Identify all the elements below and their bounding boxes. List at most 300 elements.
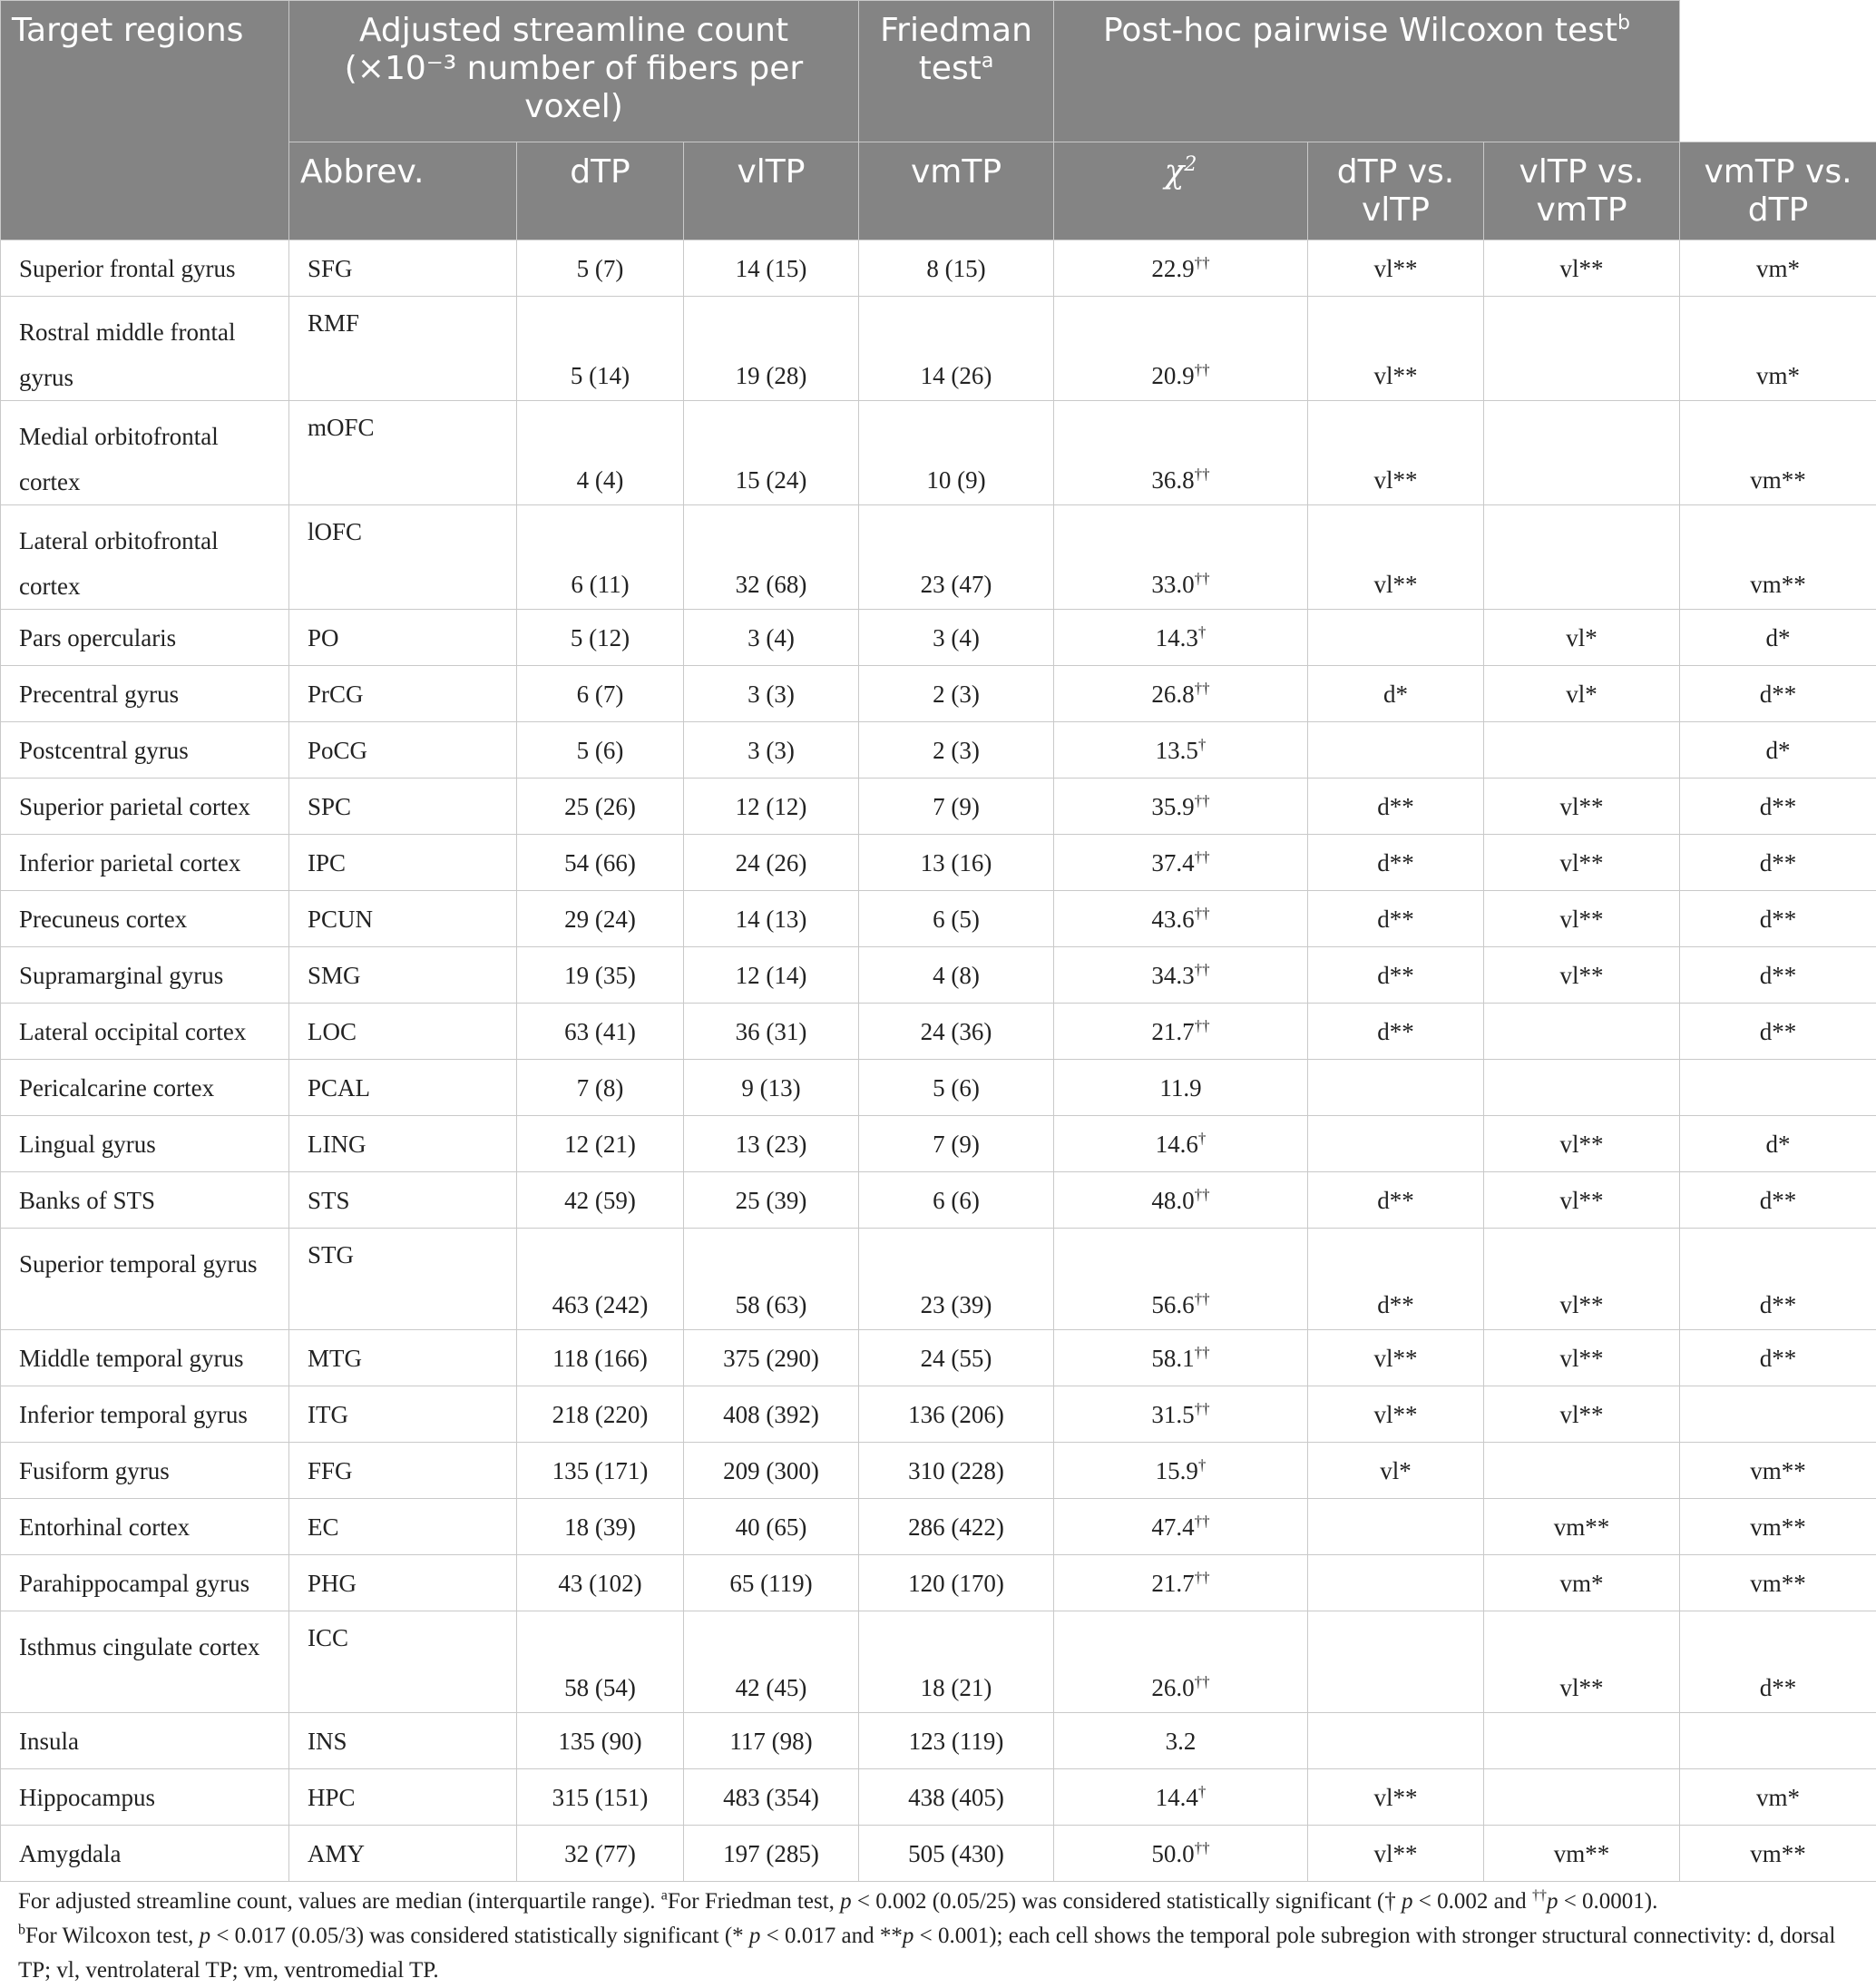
vmtp-vs-dtp-cell: d** bbox=[1680, 1229, 1876, 1330]
chi-square-value: 26.0 bbox=[1151, 1674, 1194, 1701]
table-row bbox=[1, 401, 1876, 505]
chi-square-cell bbox=[1054, 240, 1308, 297]
chi-square-value: 37.4 bbox=[1151, 849, 1194, 876]
vmtp-vs-dtp-cell: vm* bbox=[1680, 240, 1876, 297]
vmtp-vs-dtp-cell: d** bbox=[1680, 779, 1876, 835]
chi-square-cell bbox=[1054, 891, 1308, 947]
chi-square-cell bbox=[1054, 1330, 1308, 1386]
significance-marker: †† bbox=[1195, 1344, 1210, 1361]
header-chi-sup: 2 bbox=[1184, 153, 1197, 176]
dtp-count-cell: 32 (77) bbox=[517, 1826, 684, 1882]
table-row bbox=[1, 1330, 1876, 1386]
dtp-count-cell: 4 (4) bbox=[517, 401, 684, 505]
dtp-vs-vltp-cell: d** bbox=[1308, 947, 1484, 1004]
chi-square-value: 48.0 bbox=[1151, 1187, 1194, 1214]
footnote-text: For adjusted streamline count, values are median (interquartile range). bbox=[18, 1889, 661, 1914]
table-row bbox=[1, 891, 1876, 947]
vmtp-count-cell: 10 (9) bbox=[859, 401, 1054, 505]
region-abbrev-cell: RMF bbox=[289, 297, 517, 401]
vltp-count-cell: 209 (300) bbox=[684, 1443, 859, 1499]
vmtp-vs-dtp-cell: d** bbox=[1680, 891, 1876, 947]
vltp-count-cell: 12 (12) bbox=[684, 779, 859, 835]
dtp-vs-vltp-cell: vl** bbox=[1308, 1330, 1484, 1386]
dtp-count-cell: 12 (21) bbox=[517, 1116, 684, 1172]
vltp-count-cell: 117 (98) bbox=[684, 1713, 859, 1769]
dtp-vs-vltp-cell bbox=[1308, 1499, 1484, 1555]
region-abbrev-cell: FFG bbox=[289, 1443, 517, 1499]
chi-square-cell bbox=[1054, 1229, 1308, 1330]
table-row bbox=[1, 1004, 1876, 1060]
region-name-cell: Superior frontal gyrus bbox=[1, 240, 289, 297]
header-chi-square bbox=[1054, 142, 1308, 240]
significance-marker: † bbox=[1198, 1783, 1207, 1800]
region-abbrev-cell: ICC bbox=[289, 1611, 517, 1713]
region-abbrev-cell: PoCG bbox=[289, 722, 517, 779]
vltp-vs-vmtp-cell bbox=[1484, 1004, 1680, 1060]
vmtp-count-cell: 8 (15) bbox=[859, 240, 1054, 297]
dtp-count-cell: 63 (41) bbox=[517, 1004, 684, 1060]
vltp-count-cell: 408 (392) bbox=[684, 1386, 859, 1443]
dtp-vs-vltp-cell: vl** bbox=[1308, 401, 1484, 505]
vltp-vs-vmtp-cell: vl** bbox=[1484, 1172, 1680, 1229]
dtp-count-cell: 135 (171) bbox=[517, 1443, 684, 1499]
vmtp-vs-dtp-cell: vm** bbox=[1680, 401, 1876, 505]
region-name-cell: Pars opercularis bbox=[1, 610, 289, 666]
table-row bbox=[1, 1229, 1876, 1330]
vltp-count-cell: 65 (119) bbox=[684, 1555, 859, 1611]
dtp-vs-vltp-cell bbox=[1308, 610, 1484, 666]
significance-marker: † bbox=[1198, 1130, 1207, 1147]
dtp-count-cell: 218 (220) bbox=[517, 1386, 684, 1443]
chi-square-value: 56.6 bbox=[1151, 1291, 1194, 1318]
vltp-vs-vmtp-cell bbox=[1484, 1769, 1680, 1826]
vmtp-vs-dtp-cell bbox=[1680, 1713, 1876, 1769]
chi-square-value: 14.4 bbox=[1156, 1784, 1198, 1811]
dtp-vs-vltp-cell: vl** bbox=[1308, 1826, 1484, 1882]
region-name-cell: Precentral gyrus bbox=[1, 666, 289, 722]
vltp-count-cell: 197 (285) bbox=[684, 1826, 859, 1882]
dtp-vs-vltp-cell bbox=[1308, 1611, 1484, 1713]
table-row bbox=[1, 1611, 1876, 1713]
chi-square-value: 15.9 bbox=[1156, 1457, 1198, 1484]
significance-marker: †† bbox=[1195, 361, 1210, 378]
vltp-count-cell: 24 (26) bbox=[684, 835, 859, 891]
vmtp-count-cell: 6 (5) bbox=[859, 891, 1054, 947]
header-dtp: dTP bbox=[517, 142, 684, 240]
header-target-regions: Target regions bbox=[1, 1, 289, 240]
table-row bbox=[1, 240, 1876, 297]
vltp-vs-vmtp-cell bbox=[1484, 1443, 1680, 1499]
vmtp-vs-dtp-cell: vm** bbox=[1680, 1499, 1876, 1555]
significance-marker: †† bbox=[1195, 1017, 1210, 1034]
significance-marker: †† bbox=[1195, 680, 1210, 697]
vmtp-vs-dtp-cell: vm** bbox=[1680, 1443, 1876, 1499]
vmtp-vs-dtp-cell: vm** bbox=[1680, 1826, 1876, 1882]
vmtp-count-cell: 24 (55) bbox=[859, 1330, 1054, 1386]
vmtp-vs-dtp-cell: d** bbox=[1680, 947, 1876, 1004]
region-name-cell: Lateral orbitofrontal cortex bbox=[1, 505, 289, 610]
region-abbrev-cell: IPC bbox=[289, 835, 517, 891]
vmtp-vs-dtp-cell: vm* bbox=[1680, 297, 1876, 401]
region-name-cell: Inferior temporal gyrus bbox=[1, 1386, 289, 1443]
chi-square-value: 21.7 bbox=[1151, 1018, 1194, 1045]
vltp-count-cell: 13 (23) bbox=[684, 1116, 859, 1172]
vmtp-vs-dtp-cell: d** bbox=[1680, 1172, 1876, 1229]
chi-square-cell bbox=[1054, 722, 1308, 779]
vltp-vs-vmtp-cell: vm* bbox=[1484, 1555, 1680, 1611]
dtp-vs-vltp-cell: vl** bbox=[1308, 297, 1484, 401]
table-header bbox=[1, 1, 1876, 240]
dtp-vs-vltp-cell bbox=[1308, 722, 1484, 779]
vltp-count-cell: 40 (65) bbox=[684, 1499, 859, 1555]
significance-marker: †† bbox=[1195, 1290, 1210, 1307]
vmtp-vs-dtp-cell: vm** bbox=[1680, 1555, 1876, 1611]
vltp-count-cell: 14 (13) bbox=[684, 891, 859, 947]
vltp-count-cell: 25 (39) bbox=[684, 1172, 859, 1229]
significance-marker: †† bbox=[1195, 905, 1210, 922]
vltp-vs-vmtp-cell: vl** bbox=[1484, 1611, 1680, 1713]
region-name-cell: Hippocampus bbox=[1, 1769, 289, 1826]
footnote-p: p bbox=[1547, 1889, 1558, 1914]
vmtp-count-cell: 120 (170) bbox=[859, 1555, 1054, 1611]
table-body bbox=[1, 240, 1876, 1882]
region-abbrev-cell: PO bbox=[289, 610, 517, 666]
region-name-cell: Rostral middle frontal gyrus bbox=[1, 297, 289, 401]
vltp-vs-vmtp-cell: vl** bbox=[1484, 1386, 1680, 1443]
vmtp-count-cell: 18 (21) bbox=[859, 1611, 1054, 1713]
header-vmtp: vmTP bbox=[859, 142, 1054, 240]
vmtp-count-cell: 505 (430) bbox=[859, 1826, 1054, 1882]
chi-square-cell bbox=[1054, 1499, 1308, 1555]
dtp-vs-vltp-cell bbox=[1308, 1713, 1484, 1769]
vmtp-vs-dtp-cell: d* bbox=[1680, 722, 1876, 779]
header-dtp-vs-vltp: dTP vs. vlTP bbox=[1308, 142, 1484, 240]
chi-square-value: 11.9 bbox=[1159, 1074, 1201, 1102]
dtp-count-cell: 6 (11) bbox=[517, 505, 684, 610]
region-abbrev-cell: LOC bbox=[289, 1004, 517, 1060]
vmtp-count-cell: 310 (228) bbox=[859, 1443, 1054, 1499]
vltp-count-cell: 483 (354) bbox=[684, 1769, 859, 1826]
chi-square-cell bbox=[1054, 1004, 1308, 1060]
vmtp-count-cell: 4 (8) bbox=[859, 947, 1054, 1004]
dtp-vs-vltp-cell: d** bbox=[1308, 1172, 1484, 1229]
vmtp-count-cell: 286 (422) bbox=[859, 1499, 1054, 1555]
chi-square-cell bbox=[1054, 1060, 1308, 1116]
chi-square-value: 31.5 bbox=[1151, 1401, 1194, 1428]
vmtp-count-cell: 123 (119) bbox=[859, 1713, 1054, 1769]
header-chi-label: χ bbox=[1165, 153, 1185, 191]
chi-square-cell bbox=[1054, 505, 1308, 610]
vltp-vs-vmtp-cell: vm** bbox=[1484, 1826, 1680, 1882]
table-row bbox=[1, 1116, 1876, 1172]
table-row bbox=[1, 1769, 1876, 1826]
dtp-vs-vltp-cell bbox=[1308, 1555, 1484, 1611]
vltp-vs-vmtp-cell: vl** bbox=[1484, 891, 1680, 947]
vltp-vs-vmtp-cell: vl** bbox=[1484, 947, 1680, 1004]
chi-square-value: 47.4 bbox=[1151, 1513, 1194, 1541]
vmtp-count-cell: 3 (4) bbox=[859, 610, 1054, 666]
footnote-line-1 bbox=[18, 1885, 1860, 1919]
vmtp-count-cell: 438 (405) bbox=[859, 1769, 1054, 1826]
vmtp-count-cell: 136 (206) bbox=[859, 1386, 1054, 1443]
vltp-count-cell: 15 (24) bbox=[684, 401, 859, 505]
chi-square-cell bbox=[1054, 835, 1308, 891]
dtp-count-cell: 315 (151) bbox=[517, 1769, 684, 1826]
dtp-count-cell: 7 (8) bbox=[517, 1060, 684, 1116]
vltp-vs-vmtp-cell bbox=[1484, 297, 1680, 401]
region-abbrev-cell: PrCG bbox=[289, 666, 517, 722]
footnote-line-2 bbox=[18, 1919, 1860, 1988]
vmtp-count-cell: 23 (39) bbox=[859, 1229, 1054, 1330]
vltp-count-cell: 42 (45) bbox=[684, 1611, 859, 1713]
region-name-cell: Insula bbox=[1, 1713, 289, 1769]
chi-square-value: 13.5 bbox=[1156, 737, 1198, 764]
chi-square-cell bbox=[1054, 1386, 1308, 1443]
table-row bbox=[1, 1443, 1876, 1499]
chi-square-value: 3.2 bbox=[1166, 1728, 1197, 1755]
chi-square-cell bbox=[1054, 779, 1308, 835]
chi-square-value: 58.1 bbox=[1151, 1345, 1194, 1372]
dtp-count-cell: 25 (26) bbox=[517, 779, 684, 835]
footnote-p: p bbox=[903, 1924, 914, 1948]
vltp-count-cell: 375 (290) bbox=[684, 1330, 859, 1386]
dtp-vs-vltp-cell: vl* bbox=[1308, 1443, 1484, 1499]
chi-square-value: 26.8 bbox=[1151, 681, 1194, 708]
vltp-count-cell: 3 (3) bbox=[684, 722, 859, 779]
dtp-count-cell: 118 (166) bbox=[517, 1330, 684, 1386]
chi-square-value: 50.0 bbox=[1151, 1840, 1194, 1867]
vltp-vs-vmtp-cell bbox=[1484, 722, 1680, 779]
vltp-count-cell: 19 (28) bbox=[684, 297, 859, 401]
dtp-count-cell: 6 (7) bbox=[517, 666, 684, 722]
region-abbrev-cell: MTG bbox=[289, 1330, 517, 1386]
region-abbrev-cell: SFG bbox=[289, 240, 517, 297]
vltp-vs-vmtp-cell: vl** bbox=[1484, 779, 1680, 835]
region-abbrev-cell: PCUN bbox=[289, 891, 517, 947]
chi-square-cell bbox=[1054, 666, 1308, 722]
region-abbrev-cell: STG bbox=[289, 1229, 517, 1330]
chi-square-value: 22.9 bbox=[1151, 255, 1194, 282]
vltp-vs-vmtp-cell bbox=[1484, 401, 1680, 505]
table-row bbox=[1, 1172, 1876, 1229]
vmtp-vs-dtp-cell: d* bbox=[1680, 610, 1876, 666]
significance-marker: †† bbox=[1195, 1400, 1210, 1417]
header-friedman-sup: a bbox=[982, 50, 993, 73]
vmtp-count-cell: 2 (3) bbox=[859, 666, 1054, 722]
dtp-count-cell: 58 (54) bbox=[517, 1611, 684, 1713]
dtp-vs-vltp-cell: vl** bbox=[1308, 1769, 1484, 1826]
significance-marker: † bbox=[1198, 623, 1207, 641]
significance-marker: † bbox=[1198, 1456, 1207, 1474]
region-abbrev-cell: AMY bbox=[289, 1826, 517, 1882]
region-abbrev-cell: LING bbox=[289, 1116, 517, 1172]
region-name-cell: Superior parietal cortex bbox=[1, 779, 289, 835]
vmtp-vs-dtp-cell: d** bbox=[1680, 1330, 1876, 1386]
chi-square-cell bbox=[1054, 297, 1308, 401]
vmtp-count-cell: 5 (6) bbox=[859, 1060, 1054, 1116]
chi-square-cell bbox=[1054, 1116, 1308, 1172]
vltp-count-cell: 9 (13) bbox=[684, 1060, 859, 1116]
chi-square-cell bbox=[1054, 947, 1308, 1004]
dtp-vs-vltp-cell: d** bbox=[1308, 779, 1484, 835]
dtp-vs-vltp-cell: d** bbox=[1308, 891, 1484, 947]
vltp-vs-vmtp-cell bbox=[1484, 505, 1680, 610]
dtp-vs-vltp-cell: d** bbox=[1308, 1229, 1484, 1330]
table-row bbox=[1, 505, 1876, 610]
chi-square-value: 33.0 bbox=[1151, 571, 1194, 598]
vltp-vs-vmtp-cell bbox=[1484, 1060, 1680, 1116]
header-posthoc bbox=[1054, 1, 1680, 142]
footnote-sup: †† bbox=[1532, 1888, 1547, 1904]
significance-marker: †† bbox=[1195, 254, 1210, 271]
significance-marker: † bbox=[1198, 736, 1207, 753]
vmtp-vs-dtp-cell bbox=[1680, 1060, 1876, 1116]
region-name-cell: Inferior parietal cortex bbox=[1, 835, 289, 891]
vmtp-vs-dtp-cell bbox=[1680, 1386, 1876, 1443]
chi-square-cell bbox=[1054, 610, 1308, 666]
header-friedman bbox=[859, 1, 1054, 142]
dtp-vs-vltp-cell: d* bbox=[1308, 666, 1484, 722]
vmtp-count-cell: 13 (16) bbox=[859, 835, 1054, 891]
table-row bbox=[1, 779, 1876, 835]
vltp-vs-vmtp-cell: vl** bbox=[1484, 1330, 1680, 1386]
significance-marker: †† bbox=[1195, 1839, 1210, 1856]
significance-marker: †† bbox=[1195, 1513, 1210, 1530]
vltp-count-cell: 12 (14) bbox=[684, 947, 859, 1004]
vltp-count-cell: 14 (15) bbox=[684, 240, 859, 297]
region-name-cell: Amygdala bbox=[1, 1826, 289, 1882]
table-row bbox=[1, 1555, 1876, 1611]
vmtp-count-cell: 14 (26) bbox=[859, 297, 1054, 401]
header-posthoc-label: Post-hoc pairwise Wilcoxon test bbox=[1103, 12, 1617, 49]
footnote-p: p bbox=[840, 1889, 852, 1914]
chi-square-cell bbox=[1054, 1611, 1308, 1713]
footnote-text: < 0.002 (0.05/25) was considered statistically significant († bbox=[852, 1889, 1402, 1914]
chi-square-cell bbox=[1054, 1443, 1308, 1499]
dtp-count-cell: 135 (90) bbox=[517, 1713, 684, 1769]
region-abbrev-cell: SMG bbox=[289, 947, 517, 1004]
region-abbrev-cell: SPC bbox=[289, 779, 517, 835]
table-row bbox=[1, 1713, 1876, 1769]
table-row bbox=[1, 722, 1876, 779]
region-abbrev-cell: HPC bbox=[289, 1769, 517, 1826]
significance-marker: †† bbox=[1195, 1186, 1210, 1203]
vmtp-vs-dtp-cell: vm* bbox=[1680, 1769, 1876, 1826]
chi-square-cell bbox=[1054, 1555, 1308, 1611]
table-row bbox=[1, 835, 1876, 891]
region-name-cell: Lateral occipital cortex bbox=[1, 1004, 289, 1060]
chi-square-value: 35.9 bbox=[1151, 793, 1194, 820]
region-abbrev-cell: ITG bbox=[289, 1386, 517, 1443]
vltp-count-cell: 58 (63) bbox=[684, 1229, 859, 1330]
vmtp-count-cell: 6 (6) bbox=[859, 1172, 1054, 1229]
dtp-count-cell: 54 (66) bbox=[517, 835, 684, 891]
dtp-count-cell: 18 (39) bbox=[517, 1499, 684, 1555]
footnote-text: < 0.017 (0.05/3) was considered statistically significant (* bbox=[210, 1924, 749, 1948]
header-posthoc-sup: b bbox=[1617, 12, 1630, 34]
table-row bbox=[1, 666, 1876, 722]
footnote-sup: a bbox=[661, 1888, 668, 1904]
region-name-cell: Lingual gyrus bbox=[1, 1116, 289, 1172]
dtp-count-cell: 19 (35) bbox=[517, 947, 684, 1004]
chi-square-cell bbox=[1054, 1769, 1308, 1826]
dtp-count-cell: 29 (24) bbox=[517, 891, 684, 947]
vmtp-count-cell: 2 (3) bbox=[859, 722, 1054, 779]
chi-square-value: 20.9 bbox=[1151, 362, 1194, 389]
footnote-text: < 0.001); each cell shows the temporal pole subregion with stronger structural connectivity: d, dorsal TP; vl, ventrolateral TP; vm, ventromedial TP. bbox=[18, 1924, 1835, 1983]
vmtp-vs-dtp-cell: d** bbox=[1680, 835, 1876, 891]
table-row bbox=[1, 947, 1876, 1004]
table-row bbox=[1, 1826, 1876, 1882]
header-vltp: vlTP bbox=[684, 142, 859, 240]
vltp-vs-vmtp-cell: vl** bbox=[1484, 1116, 1680, 1172]
region-name-cell: Superior temporal gyrus bbox=[1, 1229, 289, 1330]
dtp-vs-vltp-cell: vl** bbox=[1308, 1386, 1484, 1443]
region-name-cell: Supramarginal gyrus bbox=[1, 947, 289, 1004]
chi-square-value: 21.7 bbox=[1151, 1570, 1194, 1597]
footnote-text: For Friedman test, bbox=[668, 1889, 840, 1914]
footnote-text: < 0.002 and bbox=[1412, 1889, 1531, 1914]
vltp-vs-vmtp-cell: vl* bbox=[1484, 610, 1680, 666]
region-name-cell: Entorhinal cortex bbox=[1, 1499, 289, 1555]
region-abbrev-cell: STS bbox=[289, 1172, 517, 1229]
region-name-cell: Precuneus cortex bbox=[1, 891, 289, 947]
dtp-vs-vltp-cell: d** bbox=[1308, 1004, 1484, 1060]
dtp-vs-vltp-cell: vl** bbox=[1308, 240, 1484, 297]
region-name-cell: Fusiform gyrus bbox=[1, 1443, 289, 1499]
chi-square-value: 34.3 bbox=[1151, 962, 1194, 989]
vltp-count-cell: 32 (68) bbox=[684, 505, 859, 610]
vltp-vs-vmtp-cell bbox=[1484, 1713, 1680, 1769]
footnote-p: p bbox=[749, 1924, 761, 1948]
dtp-count-cell: 5 (6) bbox=[517, 722, 684, 779]
vltp-vs-vmtp-cell: vm** bbox=[1484, 1499, 1680, 1555]
region-name-cell: Medial orbitofrontal cortex bbox=[1, 401, 289, 505]
footnote-p: p bbox=[200, 1924, 211, 1948]
chi-square-value: 14.6 bbox=[1156, 1131, 1198, 1158]
dtp-vs-vltp-cell bbox=[1308, 1060, 1484, 1116]
vmtp-vs-dtp-cell: d** bbox=[1680, 1004, 1876, 1060]
footnote-p: p bbox=[1402, 1889, 1413, 1914]
header-vltp-vs-vmtp: vlTP vs. vmTP bbox=[1484, 142, 1680, 240]
footnote-sup: b bbox=[18, 1923, 25, 1938]
table-row bbox=[1, 1060, 1876, 1116]
vltp-vs-vmtp-cell: vl** bbox=[1484, 1229, 1680, 1330]
region-name-cell: Middle temporal gyrus bbox=[1, 1330, 289, 1386]
dtp-vs-vltp-cell: d** bbox=[1308, 835, 1484, 891]
dtp-vs-vltp-cell bbox=[1308, 1116, 1484, 1172]
vltp-count-cell: 36 (31) bbox=[684, 1004, 859, 1060]
significance-marker: †† bbox=[1195, 570, 1210, 587]
vmtp-vs-dtp-cell: d** bbox=[1680, 666, 1876, 722]
dtp-count-cell: 42 (59) bbox=[517, 1172, 684, 1229]
significance-marker: †† bbox=[1195, 848, 1210, 866]
vmtp-count-cell: 23 (47) bbox=[859, 505, 1054, 610]
chi-square-value: 36.8 bbox=[1151, 466, 1194, 494]
vmtp-vs-dtp-cell: d** bbox=[1680, 1611, 1876, 1713]
dtp-count-cell: 43 (102) bbox=[517, 1555, 684, 1611]
header-friedman-label: Friedman test bbox=[880, 12, 1032, 87]
chi-square-value: 14.3 bbox=[1156, 624, 1198, 651]
header-vmtp-vs-dtp: vmTP vs. dTP bbox=[1680, 142, 1876, 240]
table-row bbox=[1, 610, 1876, 666]
significance-marker: †† bbox=[1195, 1673, 1210, 1690]
vltp-vs-vmtp-cell: vl** bbox=[1484, 240, 1680, 297]
footnote-text: < 0.0001). bbox=[1558, 1889, 1657, 1914]
region-abbrev-cell: mOFC bbox=[289, 401, 517, 505]
vmtp-count-cell: 24 (36) bbox=[859, 1004, 1054, 1060]
table-footnotes bbox=[18, 1885, 1860, 1988]
